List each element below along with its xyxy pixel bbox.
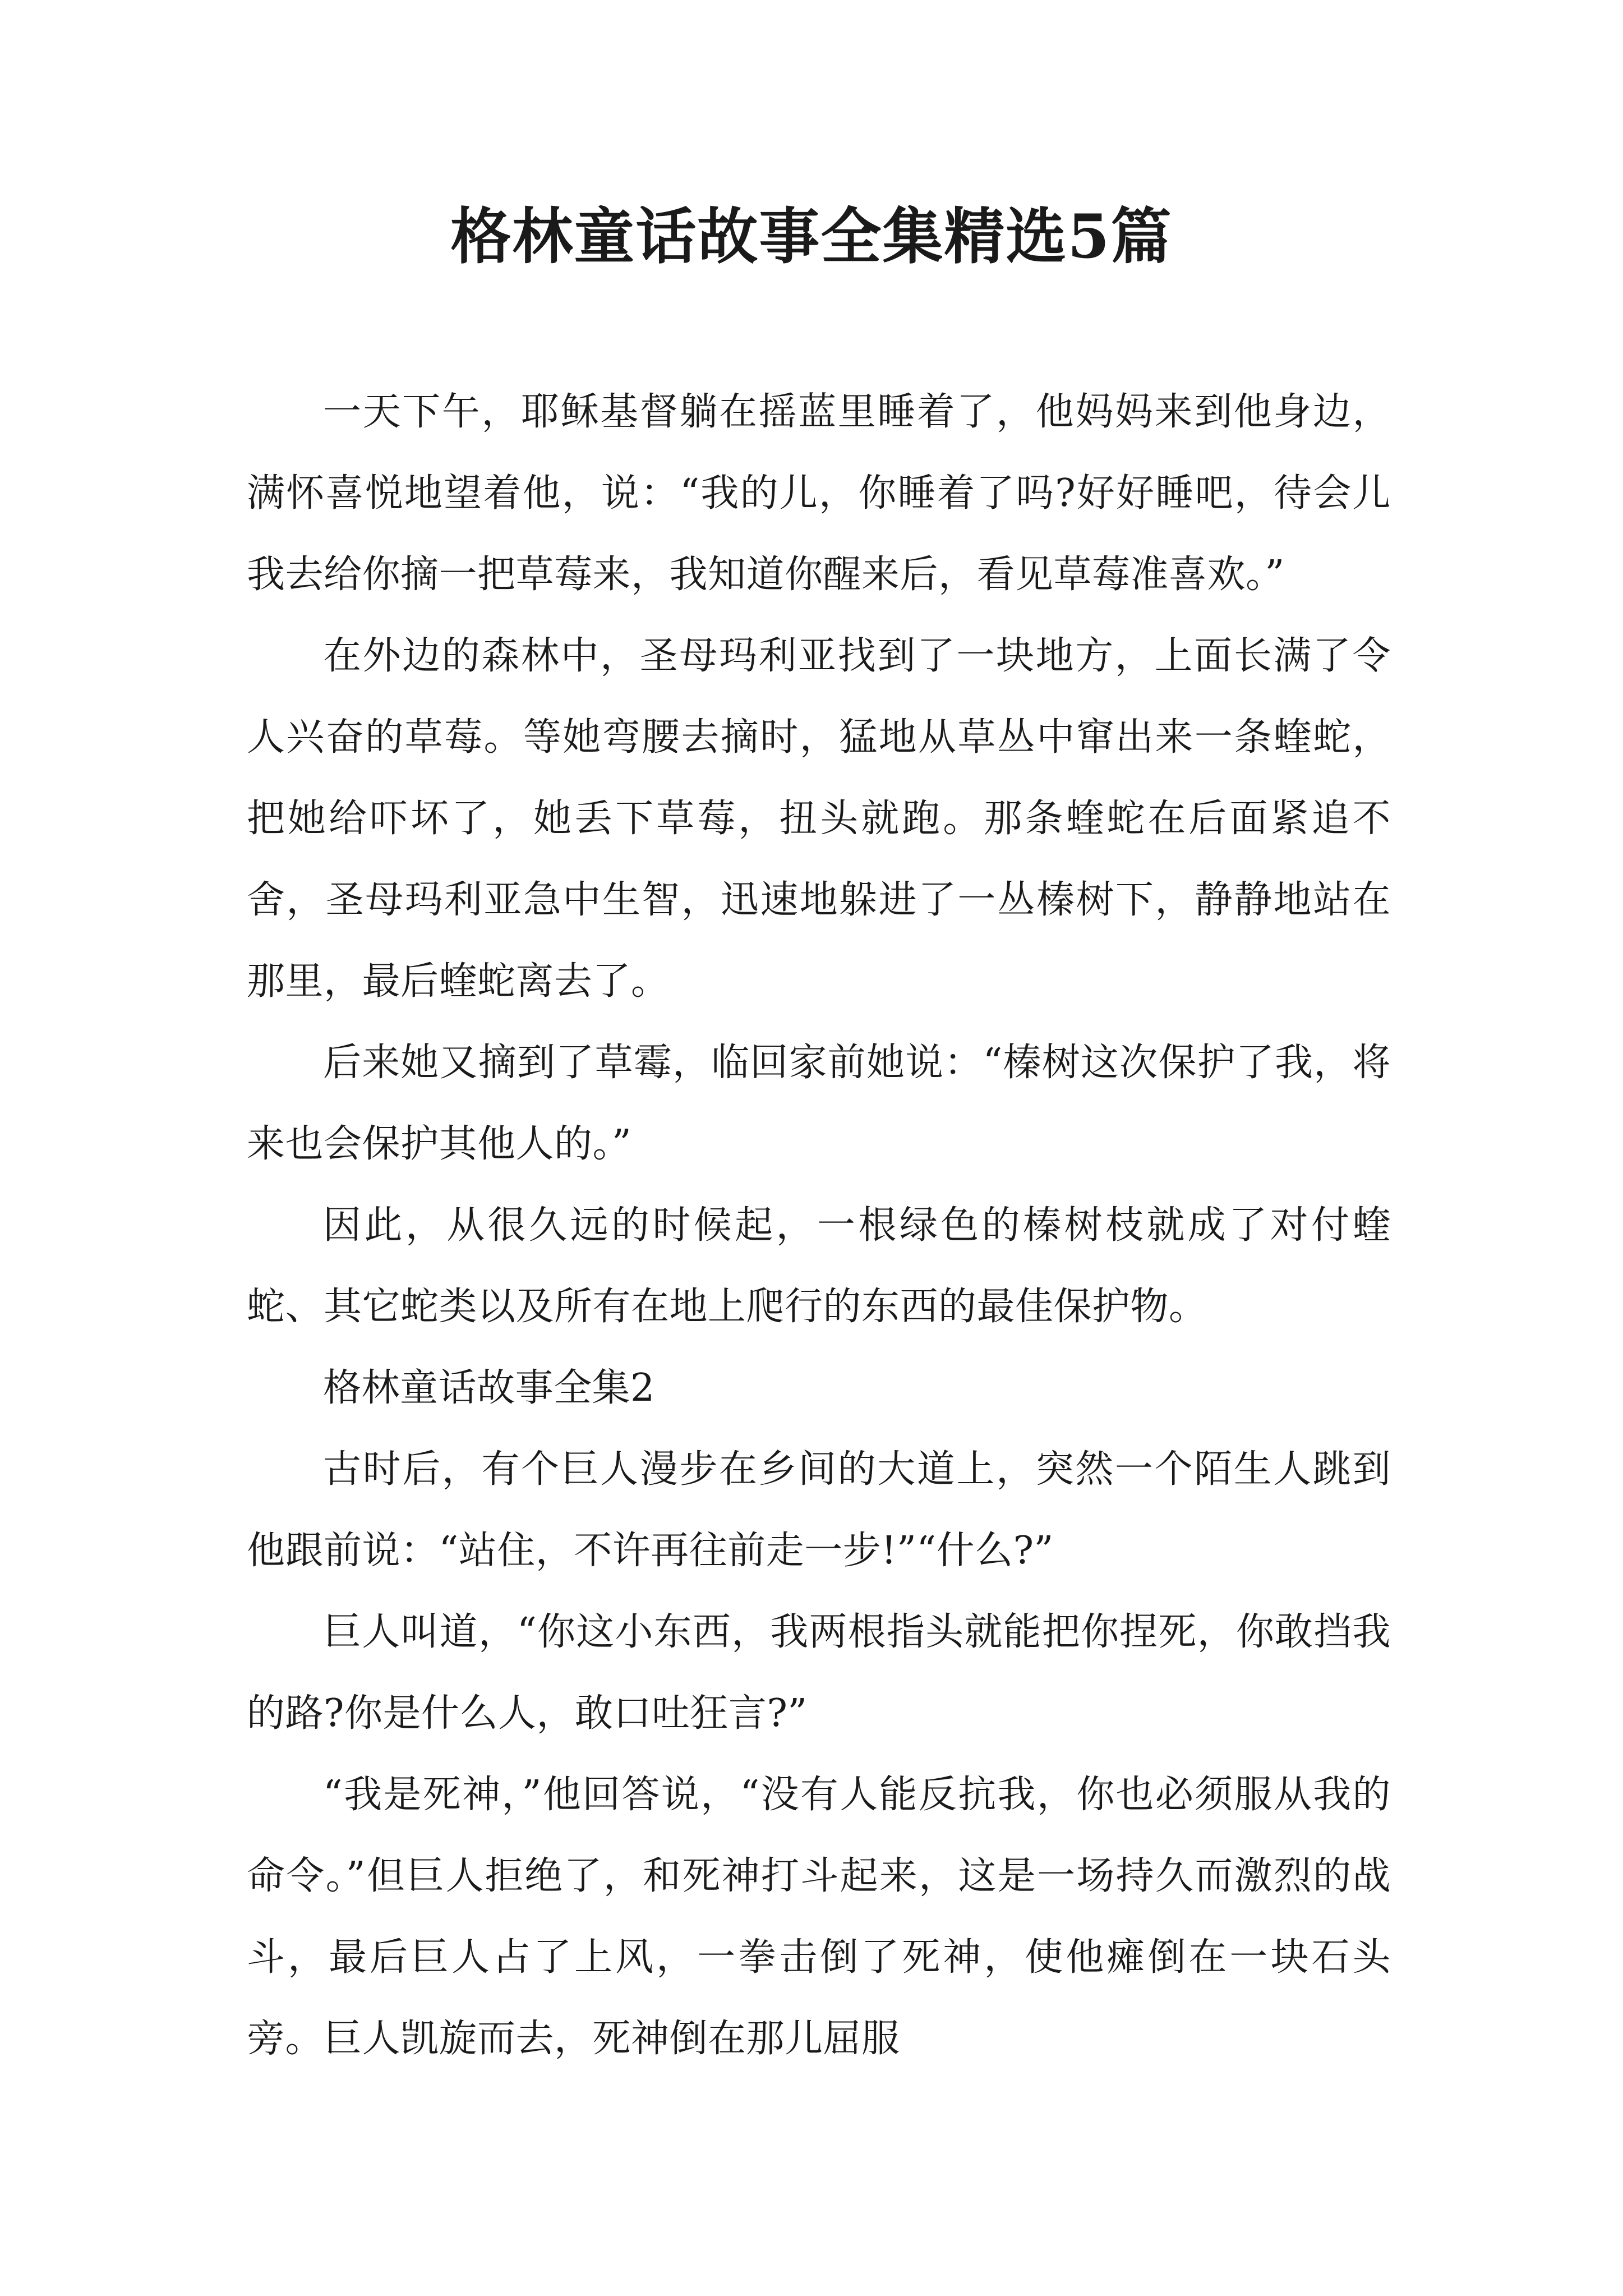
document-title: 格林童话故事全集精选5篇 [450, 201, 1173, 272]
paragraph: 因此，从很久远的时候起，一根绿色的榛树枝就成了对付蝰蛇、其它蛇类以及所有在地上爬行的东西的最佳保护物。 [247, 1203, 1391, 1329]
paragraph: 古时后，有个巨人漫步在乡间的大道上，突然一个陌生人跳到他跟前说：“站住，不许再往前走一步!”“什么?” [247, 1447, 1391, 1573]
paragraph: 巨人叫道，“你这小东西，我两根指头就能把你捏死，你敢挡我的路?你是什么人，敢口吐狂言?” [247, 1610, 1391, 1736]
document-body [247, 371, 1391, 2079]
paragraph: “我是死神，”他回答说，“没有人能反抗我，你也必须服从我的命令。”但巨人拒绝了，和死神打斗起来，这是一场持久而激烈的战斗，最后巨人占了上风，一拳击倒了死神，使他瘫倒在一块石头旁。巨人凯旋而去，死神倒在那儿屈服 [247, 1773, 1391, 2061]
paragraph: 一天下午，耶稣基督躺在摇蓝里睡着了，他妈妈来到他身边，满怀喜悦地望着他，说：“我的儿，你睡着了吗?好好睡吧，待会儿我去给你摘一把草莓来，我知道你醒来后，看见草莓准喜欢。” [247, 390, 1391, 597]
section-heading: 格林童话故事全集2 [323, 1366, 655, 1410]
paragraph: 后来她又摘到了草霉，临回家前她说：“榛树这次保护了我，将来也会保护其他人的。” [247, 1041, 1391, 1166]
paragraph: 在外边的森林中，圣母玛利亚找到了一块地方，上面长满了令人兴奋的草莓。等她弯腰去摘时，猛地从草丛中窜出来一条蝰蛇，把她给吓坏了，她丢下草莓，扭头就跑。那条蝰蛇在后面紧追不舍，圣母玛利亚急中生智，迅速地躲进了一丛榛树下，静静地站在那里，最后蝰蛇离去了。 [247, 634, 1391, 1004]
